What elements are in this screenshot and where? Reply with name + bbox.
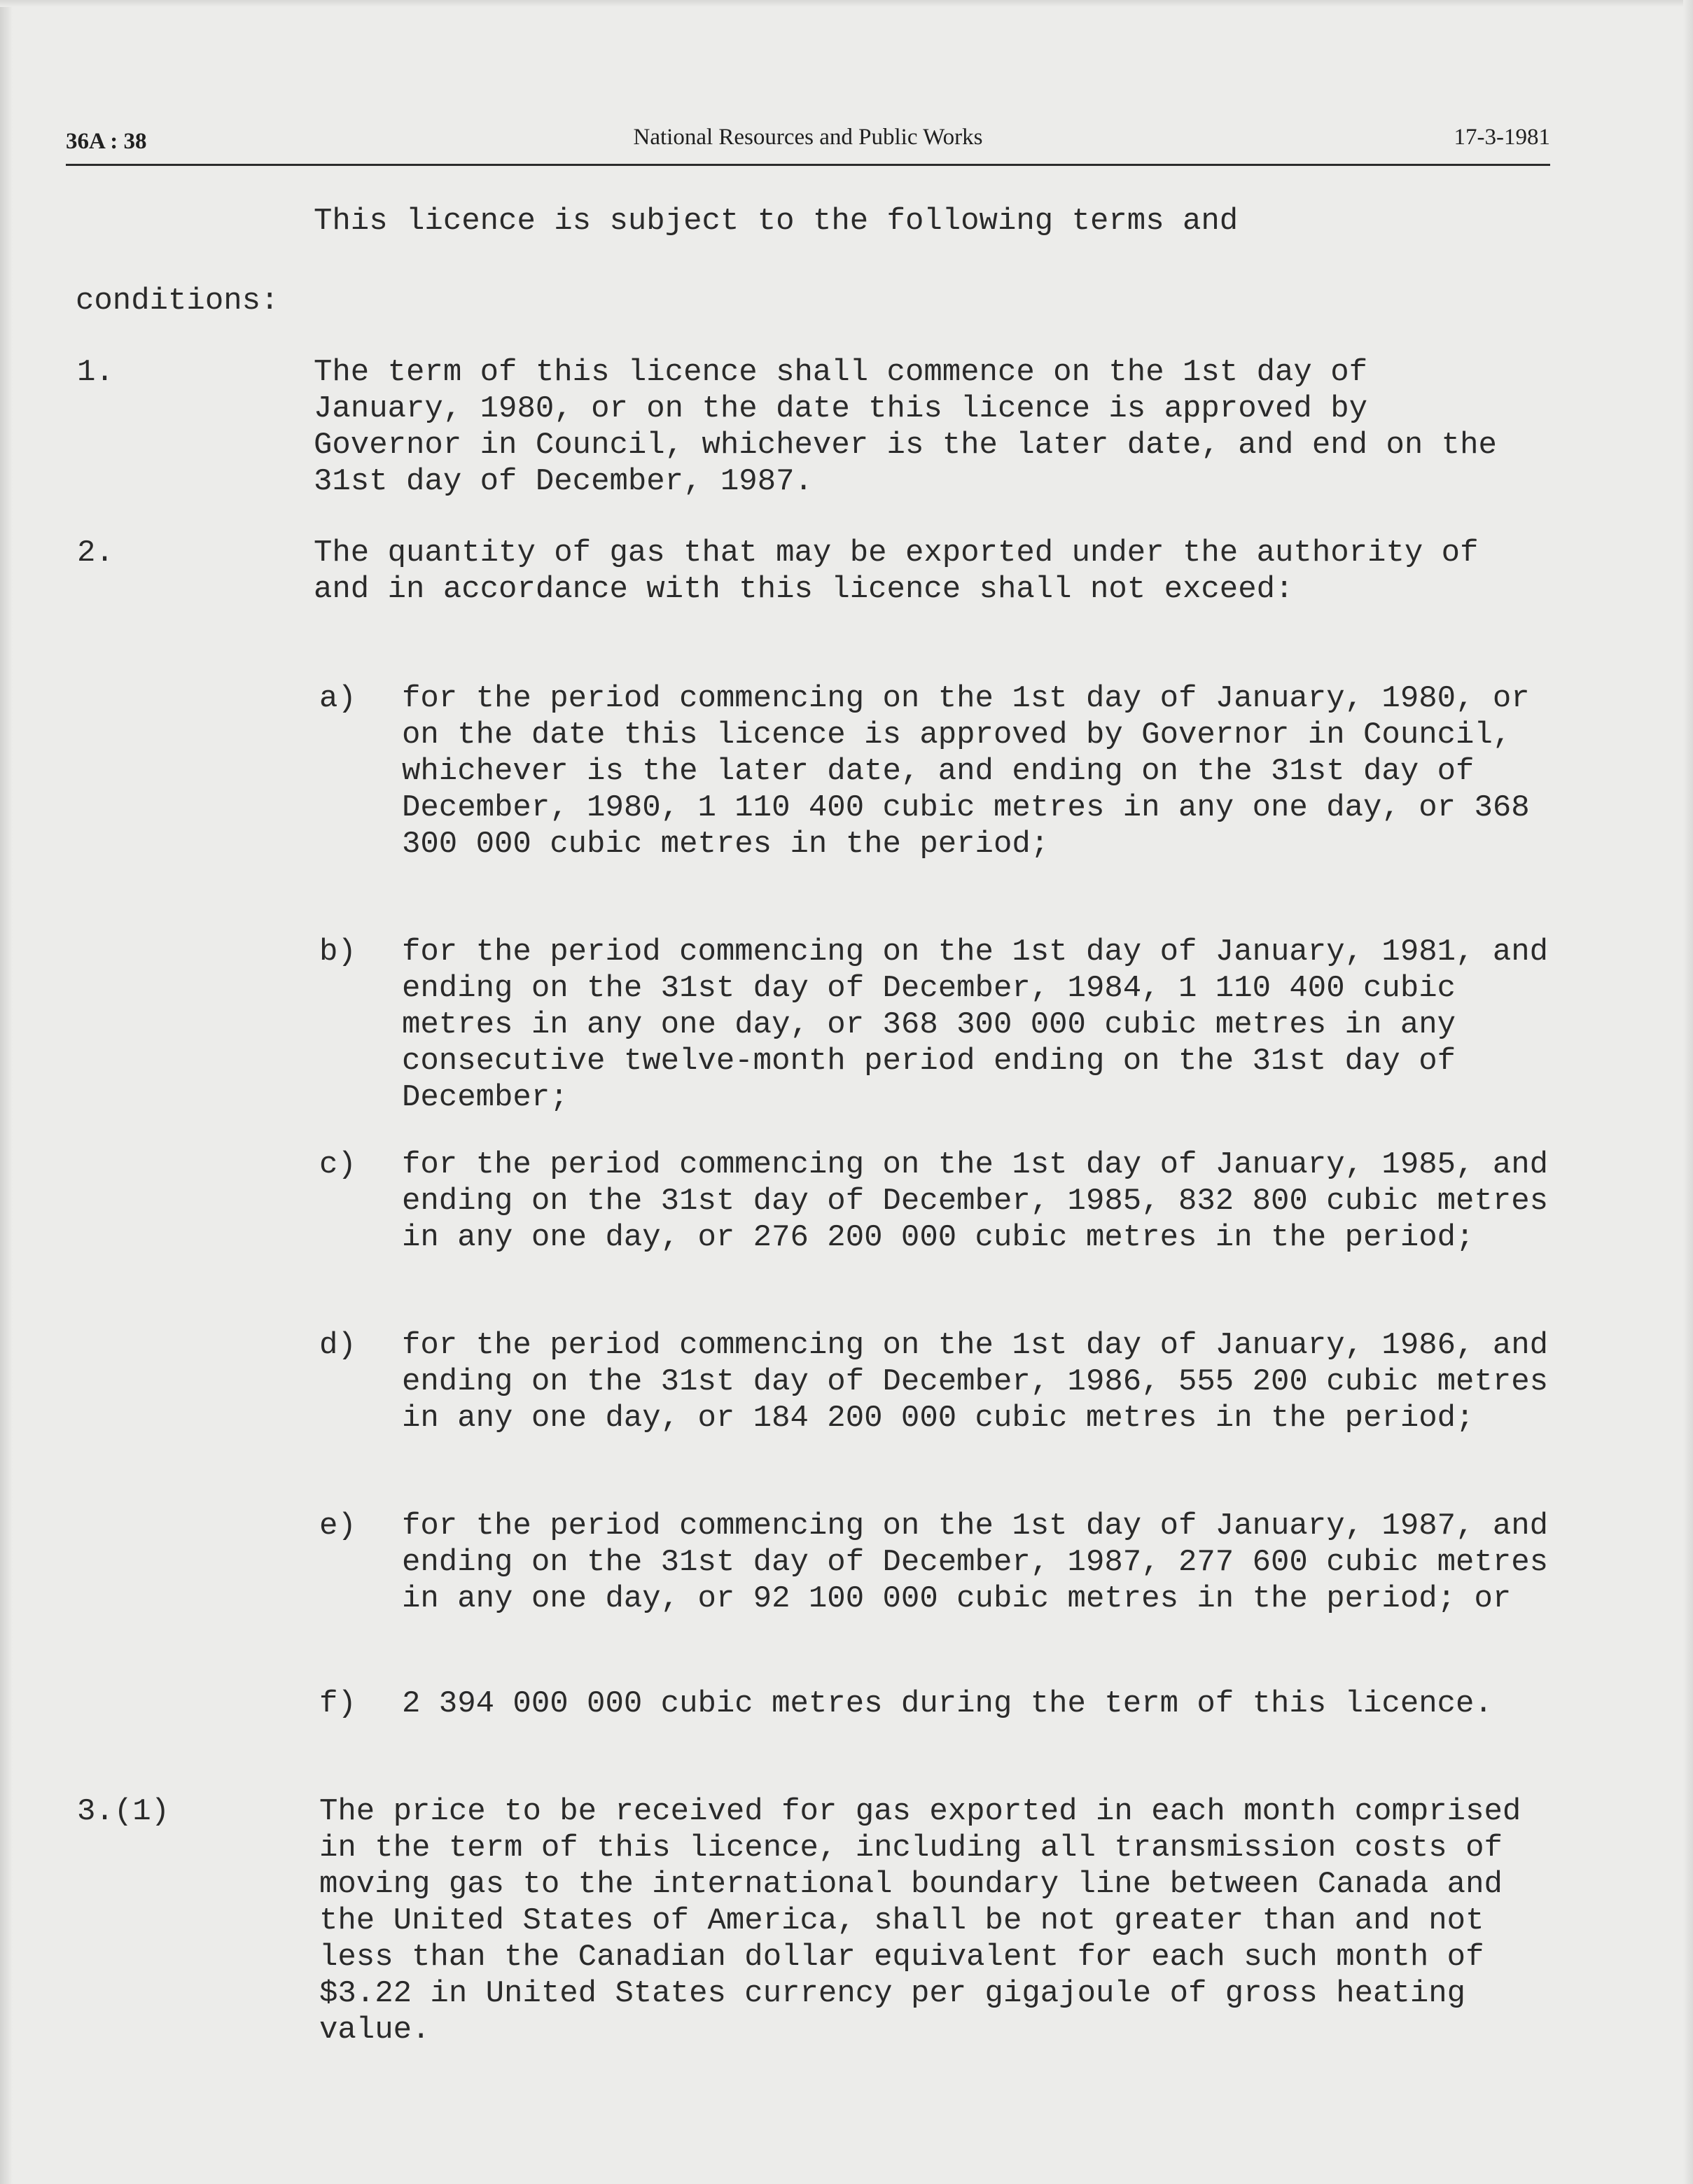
clause-number: 3.(1) bbox=[77, 1794, 170, 1829]
subclause-text: for the period commencing on the 1st day of January, 1987, and ending on the 31st day of December, 1987, 277 600 cubic metres in any one day, or 92 100 000 cubic metres in the period; or bbox=[402, 1508, 1549, 1616]
section-title: National Resources and Public Works bbox=[633, 125, 983, 150]
clause-text: The quantity of gas that may be exported under the authority of and in accordance with this licence shall not exceed: bbox=[314, 536, 1479, 607]
subclause-text: for the period commencing on the 1st day of January, 1980, or on the date this licence is approved by Governor in Council, whichever is the later date, and ending on the 31st day of December, 1980, 1 110 400 cubic metres in any one day, or 368 300 000 cubic metres in the period; bbox=[402, 681, 1530, 862]
publication-date: 17-3-1981 bbox=[1454, 125, 1550, 150]
subclause-text: 2 394 000 000 cubic metres during the term of this licence. bbox=[402, 1686, 1493, 1721]
intro-line-1: This licence is subject to the following terms and bbox=[314, 204, 1239, 239]
clause-number: 1. bbox=[77, 355, 114, 390]
intro-line-2: conditions: bbox=[76, 284, 279, 318]
subclause-label: b) bbox=[319, 934, 356, 969]
subclause-text: for the period commencing on the 1st day of January, 1981, and ending on the 31st day of December, 1984, 1 110 400 cubic metres in any one day, or 368 300 000 cubic metres in any consecutive twelve-month period ending on the 31st day of December; bbox=[402, 934, 1549, 1115]
subclause-text: for the period commencing on the 1st day of January, 1985, and ending on the 31st day of December, 1985, 832 800 cubic metres in any one day, or 276 200 000 cubic metres in the period; bbox=[402, 1147, 1549, 1255]
subclause-label: a) bbox=[319, 681, 356, 716]
subclause-label: f) bbox=[319, 1686, 356, 1721]
clause-text: The price to be received for gas exported in each month comprised in the term of this licence, including all transmission costs of moving gas to the international boundary line between Canada and the United States of America, shall be not greater than and not less than the Canadian dollar equivalent for each such month of $3.22 in United States currency per gigajoule of gross heating value. bbox=[319, 1794, 1521, 2047]
clause-text: The term of this licence shall commence on the 1st day of January, 1980, or on the date this licence is approved by Governor in Council, whichever is the later date, and end on the 31st day of December, 1987. bbox=[314, 355, 1497, 499]
subclause-label: c) bbox=[319, 1147, 356, 1182]
page-number: 36A : 38 bbox=[66, 129, 147, 154]
subclause-label: e) bbox=[319, 1508, 356, 1544]
subclause-label: d) bbox=[319, 1328, 356, 1363]
subclause-text: for the period commencing on the 1st day of January, 1986, and ending on the 31st day of December, 1986, 555 200 cubic metres in any one day, or 184 200 000 cubic metres in the period; bbox=[402, 1328, 1549, 1436]
clause-number: 2. bbox=[77, 536, 114, 570]
